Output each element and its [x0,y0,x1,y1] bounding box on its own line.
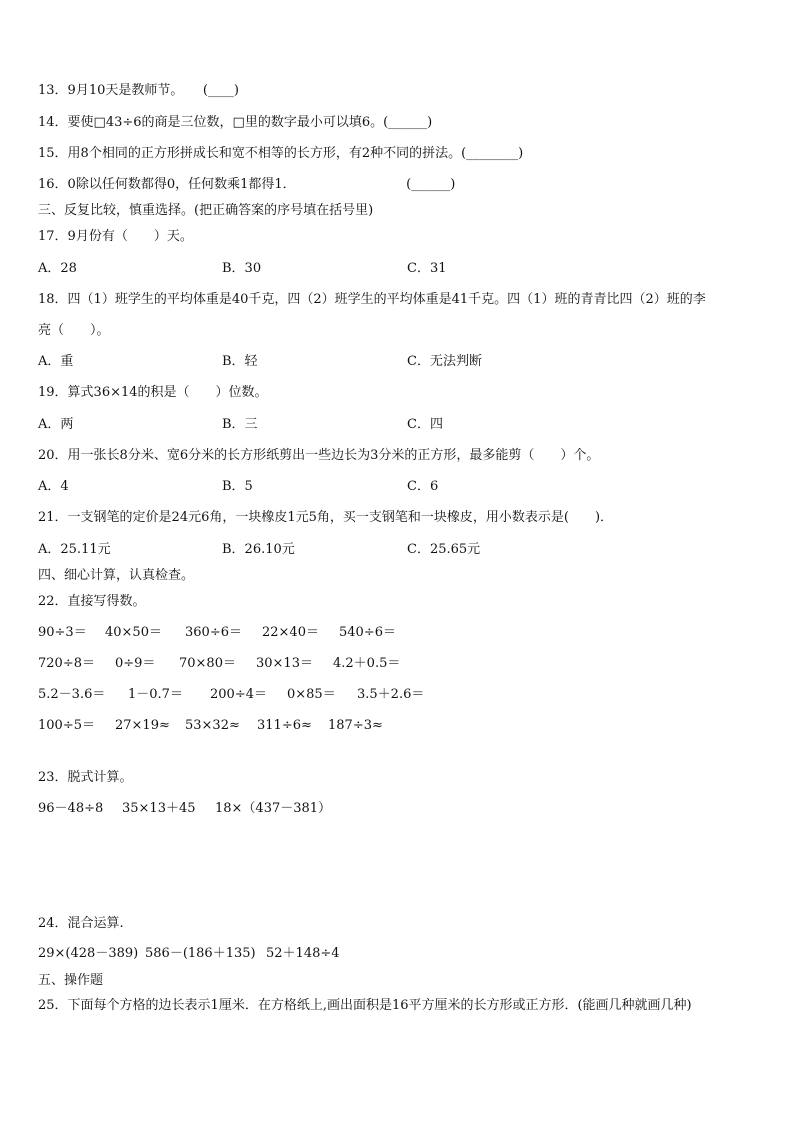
q24-items [38,946,340,962]
question-18-stem-line2: 亮（ ）。 [38,323,110,338]
q17-option-c: C．31 [407,261,447,276]
section-4-heading: 四、细心计算，认真检查。 [38,568,195,583]
q19-option-c: C．四 [407,417,443,432]
calc-item: 22×40＝ [262,625,319,640]
calc-item: 187÷3≈ [328,718,383,733]
question-25: 25．下面每个方格的边长表示1厘米．在方格纸上,画出面积是16平方厘米的长方形或正方形．(能画几种就画几种) [38,998,692,1013]
q18-option-a: A．重 [38,354,74,369]
q17-option-a: A．28 [38,261,77,276]
calc-item: 100÷5＝ [38,718,95,733]
calc-item: 0×85＝ [287,687,336,702]
question-20-stem: 20．用一张长8分米、宽6分米的长方形纸剪出一些边长为3分米的正方形，最多能剪（ ）个。 [38,448,600,463]
calc-item: 52＋148÷4 [266,946,340,961]
calc-item: 586－(186＋135) [145,946,256,961]
q22-row-3 [38,687,424,703]
calc-item: 40×50＝ [105,625,162,640]
calc-item: 30×13＝ [256,656,313,671]
calc-item: 311÷6≈ [257,718,312,733]
calc-item: 35×13＋45 [122,801,196,816]
section-3-heading: 三、反复比较，慎重选择。(把正确答案的序号填在括号里) [38,203,374,218]
calc-item: 27×19≈ [115,718,170,733]
q20-option-a: A．4 [38,479,69,494]
calc-item: 5.2－3.6＝ [38,687,106,702]
question-22-stem: 22．直接写得数。 [38,594,146,609]
q21-option-c: C．25.65元 [407,542,481,557]
question-13: 13．9月10天是教师节。 (____) [38,83,239,98]
q17-option-b: B．30 [222,261,262,276]
q22-row-4 [38,718,383,734]
q19-option-b: B．三 [222,417,258,432]
q22-row-1 [38,625,396,641]
question-17-stem: 17．9月份有（ ）天。 [38,229,193,244]
calc-item: 4.2＋0.5＝ [333,656,401,671]
section-5-heading: 五、操作题 [38,973,104,988]
question-15: 15．用8个相同的正方形拼成长和宽不相等的长方形，有2种不同的拼法。(________) [38,146,524,161]
q21-option-b: B．26.10元 [222,542,295,557]
question-24-stem: 24．混合运算. [38,916,124,931]
question-23-stem: 23．脱式计算。 [38,770,133,785]
q23-items [38,801,331,817]
calc-item: 29×(428－389) [38,946,139,961]
q21-option-a: A．25.11元 [38,542,111,557]
calc-item: 360÷6＝ [185,625,242,640]
calc-item: 90÷3＝ [38,625,87,640]
calc-item: 720÷8＝ [38,656,95,671]
calc-item: 3.5＋2.6＝ [357,687,425,702]
calc-item: 540÷6＝ [339,625,396,640]
q18-option-c: C．无法判断 [407,354,482,369]
q20-option-b: B．5 [222,479,253,494]
calc-item: 53×32≈ [185,718,240,733]
q18-option-b: B．轻 [222,354,258,369]
question-18-stem-line1: 18．四（1）班学生的平均体重是40千克，四（2）班学生的平均体重是41千克。四（1）班的青青比四（2）班的李 [38,292,706,307]
calc-item: 96－48÷8 [38,801,104,816]
question-21-stem: 21．一支钢笔的定价是24元6角，一块橡皮1元5角，买一支钢笔和一块橡皮，用小数表示是( )． [38,510,614,525]
q22-row-2 [38,656,400,672]
calc-item: 70×80＝ [179,656,236,671]
question-14: 14．要使□43÷6的商是三位数，□里的数字最小可以填6。(______) [38,115,433,130]
calc-item: 18×（437－381） [215,801,332,816]
calc-item: 1－0.7＝ [128,687,183,702]
calc-item: 200÷4＝ [210,687,267,702]
question-19-stem: 19．算式36×14的积是（ ）位数。 [38,385,268,400]
calc-item: 0÷9＝ [115,656,156,671]
q19-option-a: A．两 [38,417,74,432]
q20-option-c: C．6 [407,479,439,494]
question-16: 16．0除以任何数都得0，任何数乘1都得1． (______) [38,177,456,192]
